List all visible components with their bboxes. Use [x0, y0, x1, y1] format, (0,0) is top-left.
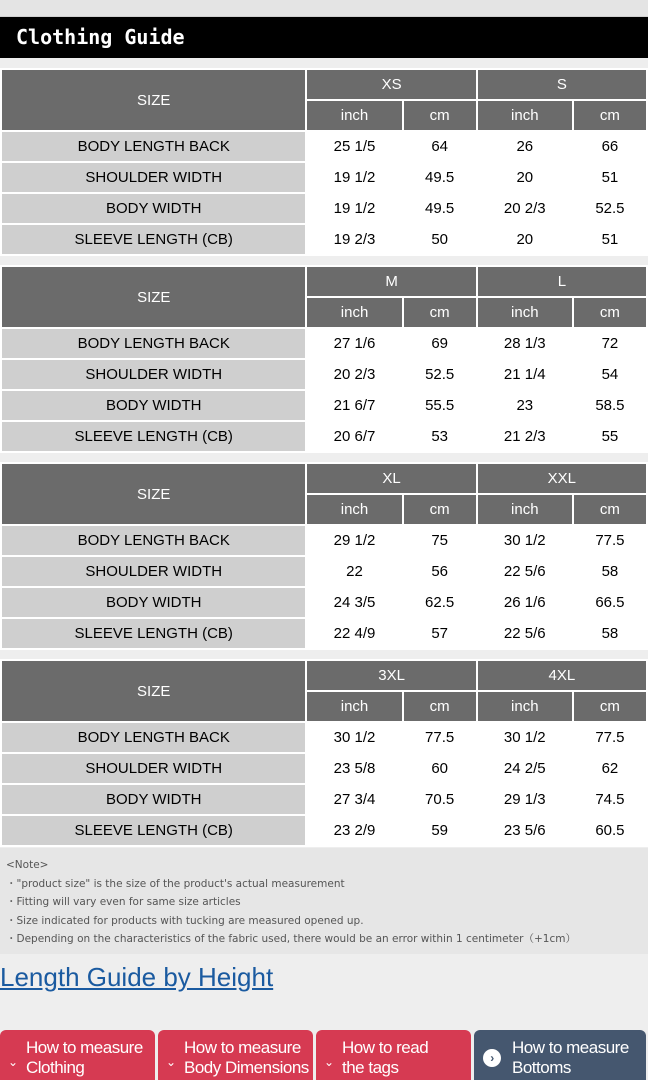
- row-label: SLEEVE LENGTH (CB): [2, 225, 305, 254]
- cell-value: 75: [404, 526, 476, 555]
- table-row: [2, 194, 646, 223]
- row-label: SHOULDER WIDTH: [2, 557, 305, 586]
- cell-value: 27 1/6: [307, 329, 401, 358]
- nav-label-line2: Bottoms: [512, 1058, 571, 1077]
- table-row: [2, 225, 646, 254]
- size-header: SIZE: [2, 464, 305, 524]
- cell-value: 74.5: [574, 785, 646, 814]
- cell-value: 30 1/2: [307, 723, 401, 752]
- cell-value: 26 1/6: [478, 588, 572, 617]
- size-label: L: [478, 267, 646, 296]
- cell-value: 54: [574, 360, 646, 389]
- cell-value: 23 5/6: [478, 816, 572, 845]
- row-label: SLEEVE LENGTH (CB): [2, 422, 305, 451]
- cell-value: 59: [404, 816, 476, 845]
- cell-value: 20 2/3: [478, 194, 572, 223]
- table-row: [2, 329, 646, 358]
- table-row: [2, 163, 646, 192]
- cell-value: 66.5: [574, 588, 646, 617]
- size-label: XXL: [478, 464, 646, 493]
- top-strip: [0, 0, 648, 17]
- note-item: ・Size indicated for products with tucking are measured opened up.: [6, 914, 364, 927]
- how-to-measure-clothing-button[interactable]: [0, 1030, 155, 1080]
- cell-value: 28 1/3: [478, 329, 572, 358]
- size-label: XL: [307, 464, 475, 493]
- cell-value: 23 2/9: [307, 816, 401, 845]
- table-row: [2, 422, 646, 451]
- row-label: SHOULDER WIDTH: [2, 163, 305, 192]
- cell-value: 70.5: [404, 785, 476, 814]
- note-item: ・Depending on the characteristics of the fabric used, there would be an error within 1 centimeter（+1cm）: [6, 933, 576, 945]
- table-row: [2, 754, 646, 783]
- table-row: [2, 132, 646, 161]
- row-label: SLEEVE LENGTH (CB): [2, 816, 305, 845]
- row-label: BODY WIDTH: [2, 785, 305, 814]
- nav-label-line2: the tags: [342, 1058, 399, 1077]
- nav-label-line1: How to measure: [512, 1038, 629, 1057]
- note-item: ・Fitting will vary even for same size articles: [6, 896, 241, 908]
- cell-value: 23: [478, 391, 572, 420]
- cell-value: 29 1/2: [307, 526, 401, 555]
- unit-cm: cm: [404, 101, 476, 130]
- cell-value: 51: [574, 163, 646, 192]
- cell-value: 53: [404, 422, 476, 451]
- size-header: SIZE: [2, 267, 305, 327]
- bottom-nav: [0, 1030, 648, 1080]
- page-title: Clothing Guide: [0, 17, 648, 58]
- cell-value: 77.5: [404, 723, 476, 752]
- cell-value: 62.5: [404, 588, 476, 617]
- unit-cm: cm: [574, 495, 646, 524]
- row-label: BODY WIDTH: [2, 194, 305, 223]
- cell-value: 62: [574, 754, 646, 783]
- unit-cm: cm: [574, 692, 646, 721]
- length-guide-link[interactable]: Length Guide by Height: [0, 962, 274, 992]
- cell-value: 21 2/3: [478, 422, 572, 451]
- row-label: BODY LENGTH BACK: [2, 723, 305, 752]
- size-label: 3XL: [307, 661, 475, 690]
- unit-inch: inch: [478, 692, 572, 721]
- row-label: BODY LENGTH BACK: [2, 526, 305, 555]
- table-row: [2, 391, 646, 420]
- cell-value: 64: [404, 132, 476, 161]
- chevron-down-icon: ⌄: [324, 1055, 334, 1069]
- table-row: [2, 360, 646, 389]
- cell-value: 58: [574, 557, 646, 586]
- cell-value: 56: [404, 557, 476, 586]
- chevron-down-icon: ⌄: [8, 1055, 18, 1069]
- size-table: [0, 659, 648, 847]
- nav-label-line2: Clothing: [26, 1058, 85, 1077]
- cell-value: 58.5: [574, 391, 646, 420]
- cell-value: 25 1/5: [307, 132, 401, 161]
- nav-label-line1: How to read: [342, 1038, 429, 1057]
- cell-value: 52.5: [404, 360, 476, 389]
- unit-inch: inch: [478, 298, 572, 327]
- table-row: [2, 723, 646, 752]
- table-row: [2, 816, 646, 845]
- cell-value: 22: [307, 557, 401, 586]
- chevron-down-icon: ⌄: [166, 1055, 176, 1069]
- unit-cm: cm: [404, 495, 476, 524]
- table-row: [2, 557, 646, 586]
- cell-value: 30 1/2: [478, 526, 572, 555]
- size-label: 4XL: [478, 661, 646, 690]
- row-label: SHOULDER WIDTH: [2, 754, 305, 783]
- cell-value: 66: [574, 132, 646, 161]
- cell-value: 72: [574, 329, 646, 358]
- cell-value: 60: [404, 754, 476, 783]
- cell-value: 55.5: [404, 391, 476, 420]
- row-label: BODY WIDTH: [2, 391, 305, 420]
- unit-inch: inch: [307, 692, 401, 721]
- cell-value: 26: [478, 132, 572, 161]
- cell-value: 20: [478, 225, 572, 254]
- cell-value: 21 6/7: [307, 391, 401, 420]
- unit-inch: inch: [307, 101, 401, 130]
- cell-value: 57: [404, 619, 476, 648]
- cell-value: 19 1/2: [307, 163, 401, 192]
- cell-value: 20 6/7: [307, 422, 401, 451]
- size-table: [0, 265, 648, 453]
- size-label: S: [478, 70, 646, 99]
- cell-value: 20: [478, 163, 572, 192]
- size-header: SIZE: [2, 70, 305, 130]
- cell-value: 69: [404, 329, 476, 358]
- cell-value: 20 2/3: [307, 360, 401, 389]
- how-to-read-tags-button[interactable]: [316, 1030, 471, 1080]
- nav-label-line1: How to measure: [184, 1038, 301, 1057]
- cell-value: 50: [404, 225, 476, 254]
- note-item: ・"product size" is the size of the product's actual measurement: [6, 877, 345, 890]
- row-label: SLEEVE LENGTH (CB): [2, 619, 305, 648]
- size-label: XS: [307, 70, 475, 99]
- how-to-measure-bottoms-button[interactable]: [474, 1030, 646, 1080]
- cell-value: 30 1/2: [478, 723, 572, 752]
- cell-value: 55: [574, 422, 646, 451]
- row-label: SHOULDER WIDTH: [2, 360, 305, 389]
- table-row: [2, 619, 646, 648]
- table-row: [2, 785, 646, 814]
- unit-cm: cm: [574, 298, 646, 327]
- notes-title: <Note>: [6, 859, 49, 871]
- nav-label-line1: How to measure: [26, 1038, 143, 1057]
- cell-value: 23 5/8: [307, 754, 401, 783]
- cell-value: 22 5/6: [478, 557, 572, 586]
- nav-label-line2: Body Dimensions: [184, 1058, 309, 1077]
- cell-value: 24 3/5: [307, 588, 401, 617]
- cell-value: 22 5/6: [478, 619, 572, 648]
- unit-cm: cm: [404, 692, 476, 721]
- row-label: BODY LENGTH BACK: [2, 132, 305, 161]
- unit-inch: inch: [478, 101, 572, 130]
- unit-inch: inch: [307, 495, 401, 524]
- cell-value: 58: [574, 619, 646, 648]
- cell-value: 21 1/4: [478, 360, 572, 389]
- size-table: [0, 462, 648, 650]
- cell-value: 19 2/3: [307, 225, 401, 254]
- cell-value: 22 4/9: [307, 619, 401, 648]
- cell-value: 24 2/5: [478, 754, 572, 783]
- cell-value: 77.5: [574, 723, 646, 752]
- row-label: BODY LENGTH BACK: [2, 329, 305, 358]
- cell-value: 49.5: [404, 194, 476, 223]
- cell-value: 52.5: [574, 194, 646, 223]
- unit-cm: cm: [574, 101, 646, 130]
- size-header: SIZE: [2, 661, 305, 721]
- table-row: [2, 526, 646, 555]
- how-to-measure-body-dimensions-button[interactable]: [158, 1030, 313, 1080]
- cell-value: 29 1/3: [478, 785, 572, 814]
- cell-value: 77.5: [574, 526, 646, 555]
- row-label: BODY WIDTH: [2, 588, 305, 617]
- notes-section: [0, 848, 648, 954]
- cell-value: 51: [574, 225, 646, 254]
- unit-inch: inch: [307, 298, 401, 327]
- unit-inch: inch: [478, 495, 572, 524]
- size-label: M: [307, 267, 475, 296]
- chevron-right-circle-icon: ›: [483, 1049, 501, 1067]
- cell-value: 19 1/2: [307, 194, 401, 223]
- table-row: [2, 588, 646, 617]
- cell-value: 49.5: [404, 163, 476, 192]
- cell-value: 27 3/4: [307, 785, 401, 814]
- cell-value: 60.5: [574, 816, 646, 845]
- size-table: [0, 68, 648, 256]
- unit-cm: cm: [404, 298, 476, 327]
